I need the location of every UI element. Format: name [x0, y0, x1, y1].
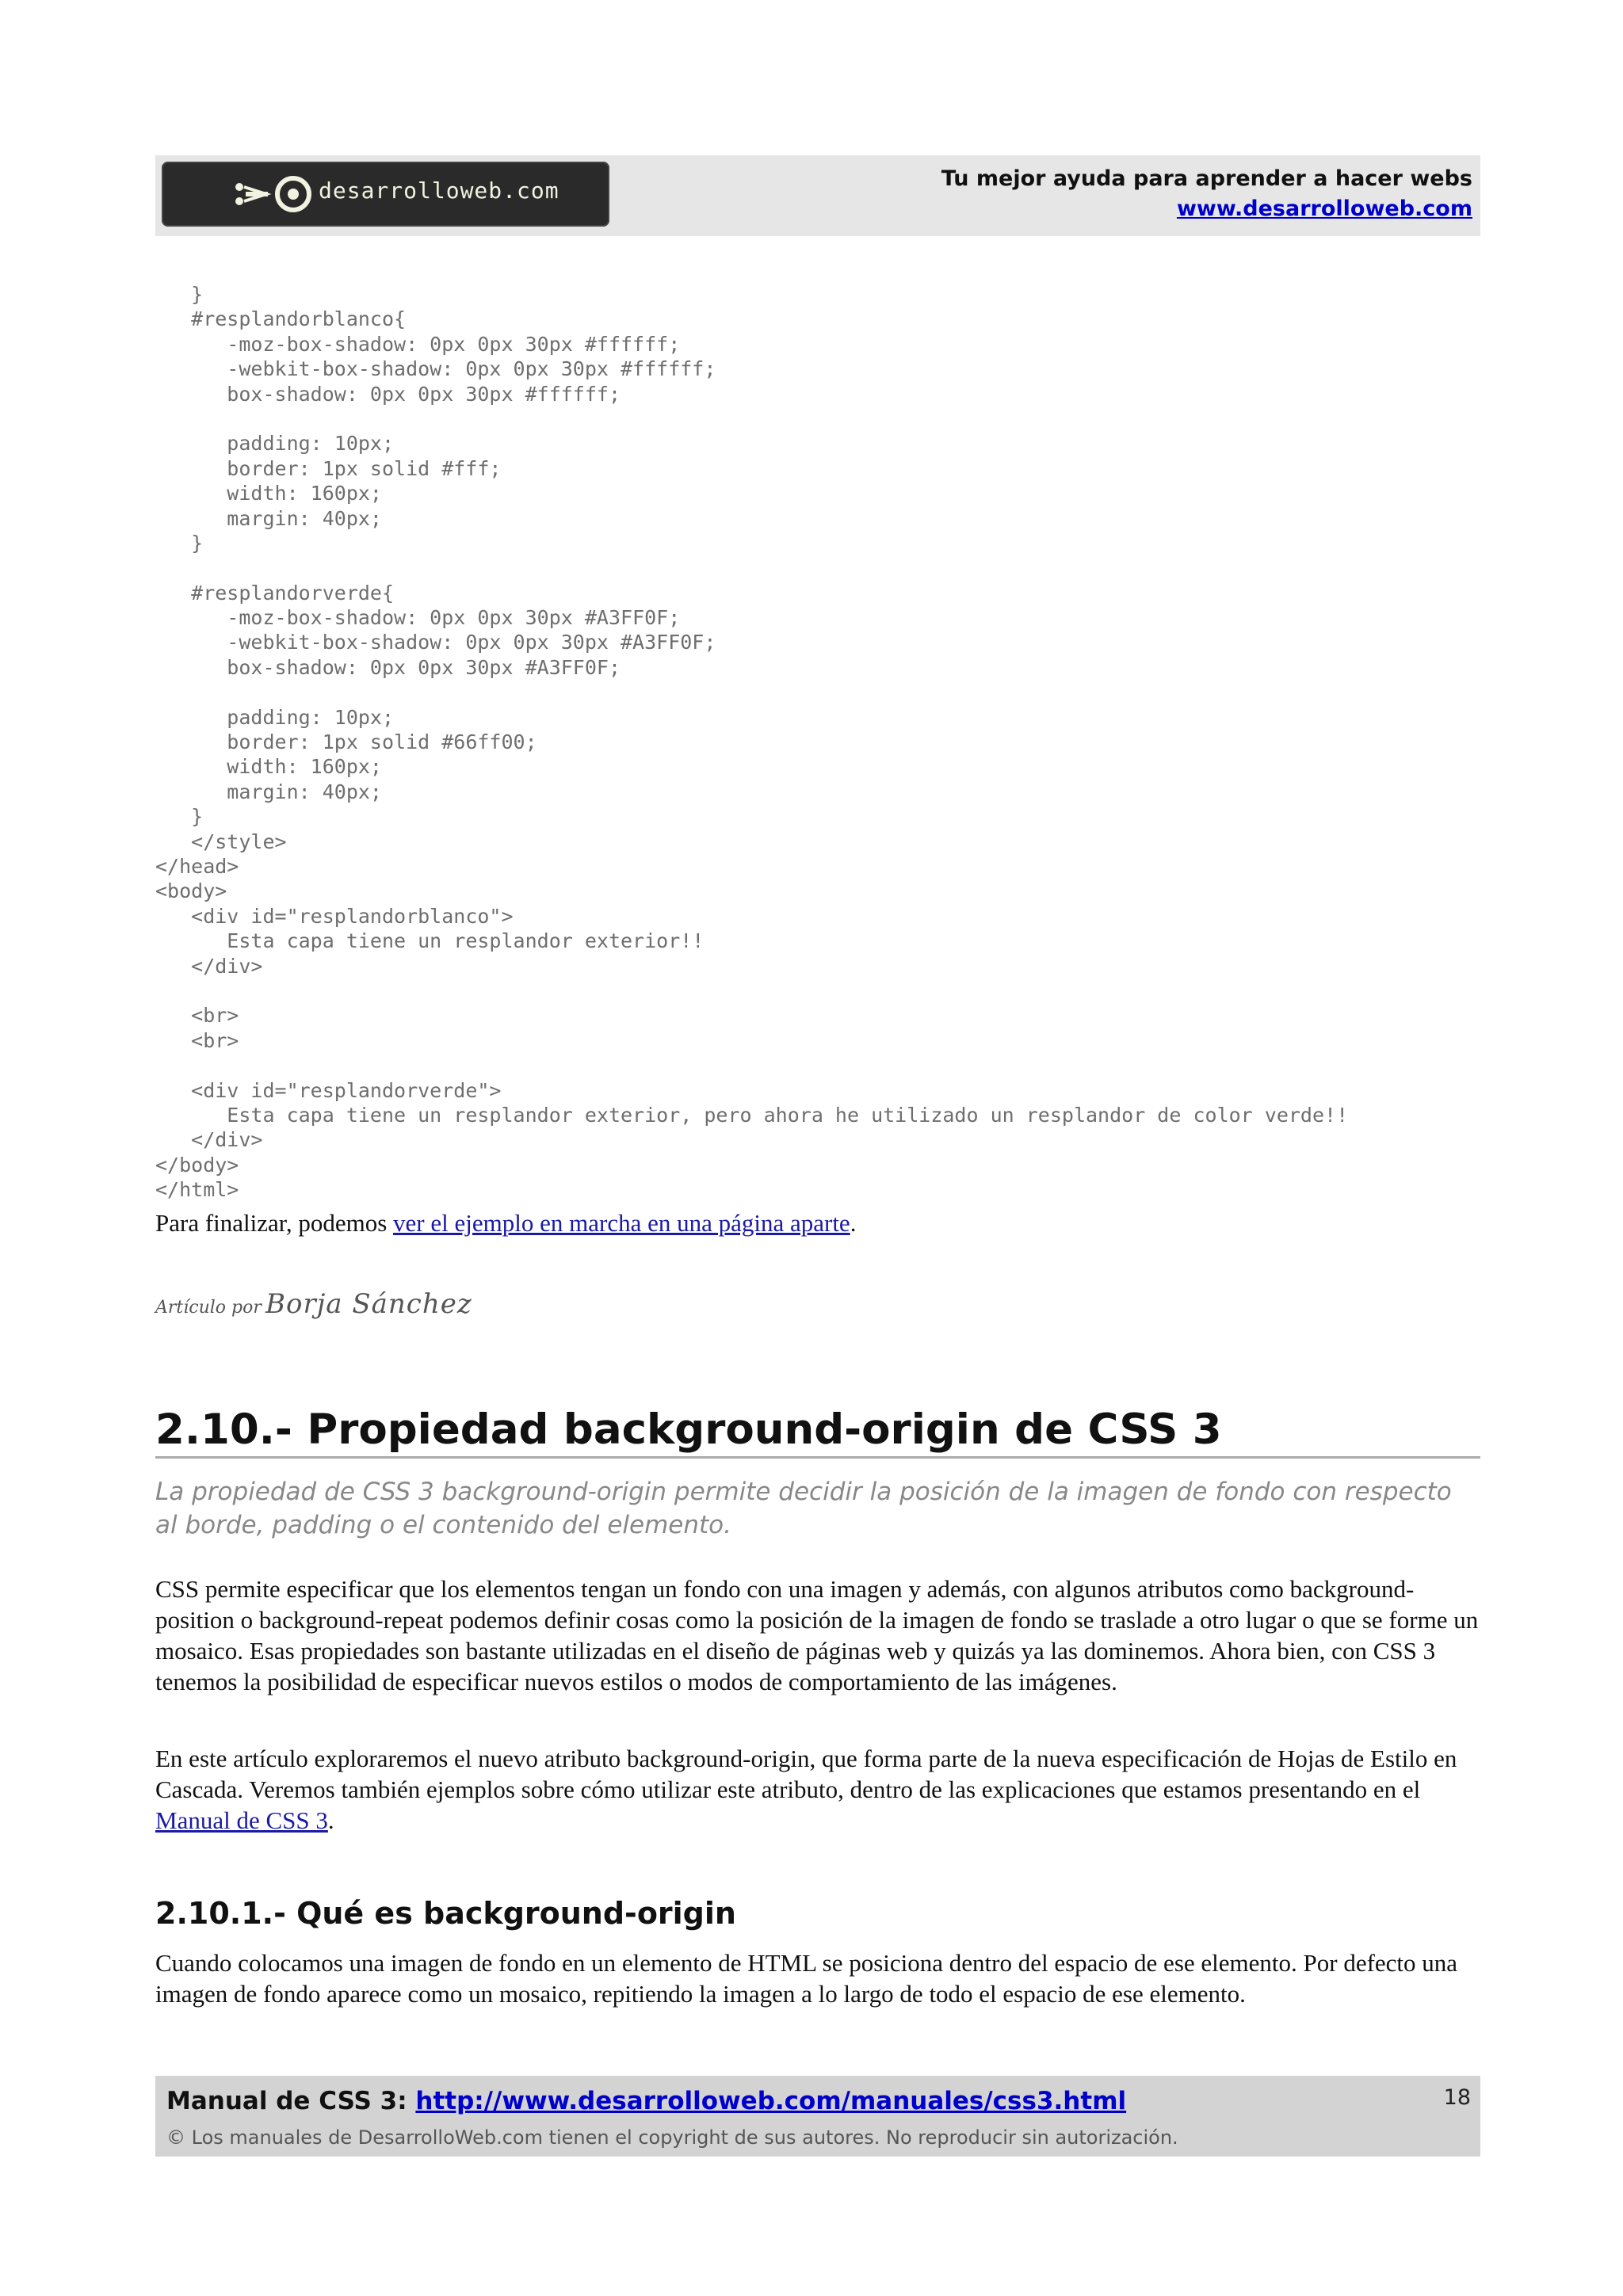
article-author: [155, 1288, 472, 1320]
code-line: padding: 10px;: [155, 432, 395, 456]
page-number: 18: [1443, 2085, 1471, 2110]
code-line: </html>: [155, 1178, 239, 1202]
code-line: Esta capa tiene un resplandor exterior, pero ahora he utilizado un resplandor de color verde!!: [155, 1103, 1349, 1127]
subsection-heading: 2.10.1.- Qué es background-origin: [155, 1896, 736, 1931]
code-line: -webkit-box-shadow: 0px 0px 30px #ffffff;: [155, 357, 716, 381]
code-line: </style>: [155, 830, 287, 853]
section-subtitle: La propiedad de CSS 3 background-origin permite decidir la posición de la imagen de fondo con respecto al borde, padding o el contenido del elemento.: [155, 1478, 1452, 1539]
code-line: </div>: [155, 954, 263, 978]
code-line: box-shadow: 0px 0px 30px #A3FF0F;: [155, 655, 621, 679]
section-paragraph-1: CSS permite especificar que los elementos tengan un fondo con una imagen y además, con algunos atributos como background-position o background-repeat podemos definir cosas como la posición de la imagen de fondo se traslade a otro lugar o que se forme un mosaico. Esas propiedades son bastante utilizadas en el diseño de páginas web y quizás ya las dominemos. Ahora bien, con CSS 3 tenemos la posibilidad de especificar nuevos estilos o modos de comportamiento de las imágenes.: [155, 1575, 1479, 1695]
code-line: width: 160px;: [155, 482, 382, 505]
code-line: -moz-box-shadow: 0px 0px 30px #ffffff;: [155, 332, 681, 356]
code-line: [155, 978, 1503, 1003]
code-line: [155, 1053, 1503, 1077]
code-line: <div id="resplandorverde">: [155, 1078, 502, 1102]
logo-mark-icon: [235, 176, 330, 212]
code-line: -moz-box-shadow: 0px 0px 30px #A3FF0F;: [155, 606, 681, 630]
header-tagline: Tu mejor ayuda para aprender a hacer webs: [941, 166, 1472, 191]
code-line: #resplandorverde{: [155, 581, 395, 605]
code-line: margin: 40px;: [155, 506, 382, 530]
code-line: -webkit-box-shadow: 0px 0px 30px #A3FF0F;: [155, 631, 716, 654]
code-line: [155, 680, 1503, 704]
code-line: }: [155, 805, 204, 829]
footer-manual-link[interactable]: http://www.desarrolloweb.com/manuales/css3.html: [415, 2087, 1127, 2115]
manual-css3-link[interactable]: Manual de CSS 3: [155, 1806, 328, 1834]
site-logo[interactable]: [162, 162, 609, 227]
code-line: </head>: [155, 854, 239, 878]
footer-manual-label: Manual de CSS 3:: [166, 2087, 416, 2115]
code-line: }: [155, 283, 204, 306]
author-name: Borja Sánchez: [265, 1288, 472, 1320]
code-line: margin: 40px;: [155, 780, 382, 803]
code-line: }: [155, 531, 204, 555]
code-line: [155, 555, 1503, 580]
code-line: #resplandorblanco{: [155, 307, 407, 331]
code-line: <br>: [155, 1028, 239, 1052]
code-line: <br>: [155, 1004, 239, 1028]
footer-title: [166, 2087, 1126, 2115]
paragraph-2-punctuation: .: [327, 1806, 334, 1834]
closing-text: Para finalizar, podemos: [155, 1209, 394, 1237]
code-line: <div id="resplandorblanco">: [155, 904, 514, 928]
code-line: padding: 10px;: [155, 705, 395, 729]
code-line: width: 160px;: [155, 755, 382, 779]
code-line: border: 1px solid #fff;: [155, 456, 502, 480]
section-paragraph-2: [155, 1743, 1480, 1836]
code-line: <body>: [155, 879, 227, 903]
paragraph-2-text: En este artículo exploraremos el nuevo atributo background-origin, que forma parte de la nueva especificación de Hojas de Estilo en Cascada. Veremos también ejemplos sobre cómo utilizar este atributo, dentro de las explicaciones que estamos presentando en el: [155, 1745, 1457, 1803]
page-footer: [155, 2076, 1480, 2157]
code-line: box-shadow: 0px 0px 30px #ffffff;: [155, 382, 621, 406]
header-site-link[interactable]: www.desarrolloweb.com: [1176, 196, 1472, 221]
section-paragraph-3: Cuando colocamos una imagen de fondo en un elemento de HTML se posiciona dentro del espacio de ese elemento. Por defecto una imagen de fondo aparece como un mosaico, repitiendo la imagen a lo largo de todo el espacio de ese elemento.: [155, 1949, 1458, 2008]
page-header: [155, 155, 1480, 236]
code-line: border: 1px solid #66ff00;: [155, 730, 537, 754]
author-prefix: Artículo por: [155, 1298, 262, 1318]
code-line: [155, 406, 1503, 431]
code-block: [155, 282, 1503, 1202]
logo-text: desarrolloweb.com: [319, 177, 559, 204]
code-line: Esta capa tiene un resplandor exterior!!: [155, 929, 705, 953]
code-line: </body>: [155, 1153, 239, 1177]
closing-paragraph: [155, 1207, 1480, 1238]
closing-punctuation: .: [850, 1209, 857, 1237]
code-line: </div>: [155, 1128, 263, 1152]
section-heading: 2.10.- Propiedad background-origin de CSS 3: [155, 1404, 1480, 1459]
example-link[interactable]: ver el ejemplo en marcha en una página aparte: [393, 1209, 850, 1237]
footer-copyright: © Los manuales de DesarrolloWeb.com tienen el copyright de sus autores. No reproducir sin autorización.: [166, 2126, 1178, 2149]
